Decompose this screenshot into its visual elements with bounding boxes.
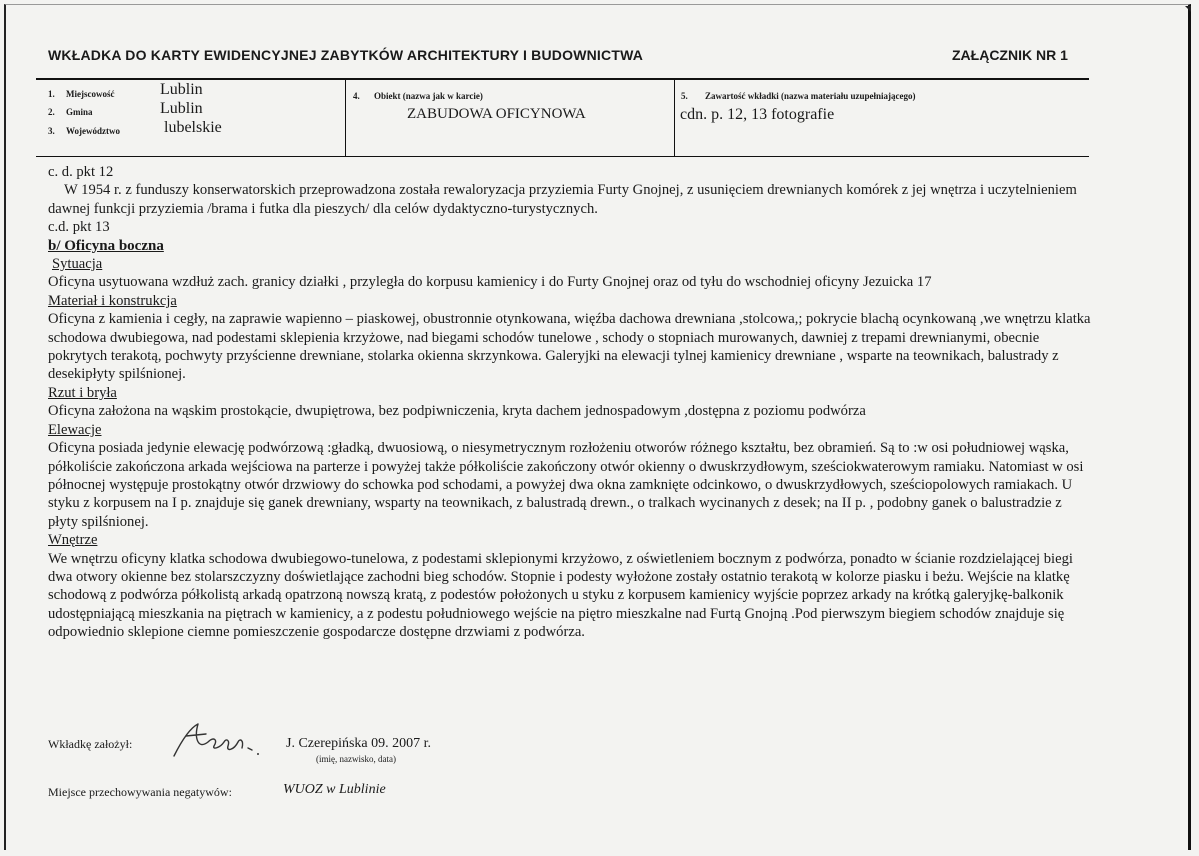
annex-label	[952, 47, 1068, 63]
signature-image	[168, 720, 268, 760]
field-2-number: 2.	[48, 107, 55, 117]
paragraph-wnetrze: We wnętrzu oficyny klatka schodowa dwubiegowo-tunelowa, z podestami sklepionymi krzyżowo, z oświetleniem bocznym z podwórza, ponadto w ścianie rozdzielającej biegi dwa otwory okienne bez stolarszczyzny doświetlające zachodni bieg schodów. Stopnie i podesty wyłożone zostały ostatnio terakotą w kolorze piasku i beżu. Wejście na klatkę schodową z podwórza półkolistą arkadą opatrzoną nowszą kratą, z podestów położonych u styku z korpusem kamienicy wyjście poprzez arkady na krótką galeryjkę-balkonik udostępniającą mieszkania na piętrach w kamienicy, a z podestu południowego wejście na piętro mieszkalne nad Furtą Gnojną .Pod pierwszym biegiem schodów znajduje się odpowiednio sklepione ciemne pomieszczenie gospodarcze dostępne drzwiami z podwórza.	[48, 550, 1073, 641]
author-hint: (imię, nazwisko, data)	[316, 754, 396, 764]
continuation-pkt-13: c.d. pkt 13	[48, 219, 110, 236]
field-separator-1	[345, 80, 346, 156]
field-3-number: 3.	[48, 126, 55, 136]
form-title: WKŁADKA DO KARTY EWIDENCYJNEJ ZABYTKÓW ARCHITEKTURY I BUDOWNICTWA	[48, 47, 644, 63]
field-1-number: 1.	[48, 89, 55, 99]
field-5-number: 5.	[681, 91, 688, 101]
field-2-label: Gmina	[66, 107, 93, 117]
annex-label-text: ZAŁĄCZNIK NR	[952, 47, 1057, 63]
paragraph-pkt-12: W 1954 r. z funduszy konserwatorskich przeprowadzona została rewaloryzacja przyziemia Furty Gnojnej, z usunięciem drewnianych komórek z jej wnętrza i uczytelnieniem dawnej funkcji przyziemia /brama i futka dla pieszych/ dla celów dydaktyczno-turystycznych.	[48, 182, 1077, 217]
field-2-value: Lublin	[160, 100, 203, 117]
field-1-value: Lublin	[160, 81, 203, 98]
paragraph-rzut: Oficyna założona na wąskim prostokącie, dwupiętrowa, bez podpiwniczenia, kryta dachem jednospadowym ,dostępna z poziomu podwórza	[48, 403, 866, 420]
subheading-rzut: Rzut i bryła	[48, 384, 117, 401]
annex-number: 1	[1060, 47, 1068, 63]
paragraph-elewacje: Oficyna posiada jedynie elewację podwórzową :gładką, dwuosiową, o niesymetrycznym rozłożeniu otworów różnego kształtu, bez obramień. Są to :w osi południowej wąska, półkoliście zakończona arkada wejściowa na parterze i powyżej także półkoliście zakończony otwór okienny o dwuskrzydłowym, sześciokwaterowym ramiaku. Natomiast w osi północnej występuje prostokątny otwór drzwiowy do schowka pod schodami, a powyżej dwa okna zamknięte odcinkowo, o dwuskrzydłowych, sześciopolowych ramiakach. U styku z korpusem na I p. znajduje się ganek drewniany, wsparty na teownikach, z balustradą drewn., o tralkach wycinanych z desek; na II p. , podobny ganek o balustradzie z płyty spilśnionej.	[48, 440, 1084, 530]
storage-label: Miejsce przechowywania negatywów:	[48, 785, 232, 799]
corner-mark	[1185, 6, 1191, 12]
section-heading-b: b/ Oficyna boczna	[48, 237, 164, 254]
paragraph-material: Oficyna z kamienia i cegły, na zaprawie wapienno – piaskowej, obustronnie otynkowana, więźba dachowa drewniana ,stolcowa,; pokrycie blachą ocynkowaną ,we wnętrzu klatka schodowa dwubiegowa, nad podestami sklepienia krzyżowe, nad biegami schodów tunelowe , schody o stopniach murowanych, dawniej z trepami drewnianymi, obecnie pokrytych terakotą, pochwyty przyścienne drewniane, stolarka okienna skrzynkowa. Galeryjki na elewacji tylnej kamienicy drewniane , wsparte na teownikach, balustrady z desekipłyty spilśnionej.	[48, 311, 1091, 383]
field-1-label: Miejscowość	[66, 89, 115, 99]
continuation-pkt-12: c. d. pkt 12	[48, 164, 114, 180]
subheading-material: Materiał i konstrukcja	[48, 292, 177, 309]
field-separator-2	[674, 80, 675, 156]
subheading-sytuacja: Sytuacja	[52, 256, 103, 273]
field-5-label: Zawartość wkładki (nazwa materiału uzupełniającego)	[705, 91, 916, 101]
paragraph-sytuacja: Oficyna usytuowana wzdłuż zach. granicy działki , przyległa do korpusu kamienicy i do Furty Gnojnej oraz od tyłu do wschodniej oficyny Jezuicka 17	[48, 274, 932, 291]
header-rule-bottom	[36, 156, 1089, 157]
author-value: J. Czerepińska 09. 2007 r.	[286, 736, 432, 751]
field-4-value: ZABUDOWA OFICYNOWA	[407, 106, 586, 122]
field-3-label: Województwo	[66, 126, 120, 136]
field-5-value: cdn. p. 12, 13 fotografie	[680, 106, 835, 123]
field-4-number: 4.	[353, 91, 360, 101]
document-body	[48, 163, 1093, 642]
header-rule-top	[36, 78, 1089, 80]
field-3-value: lubelskie	[164, 119, 222, 136]
subheading-elewacje: Elewacje	[48, 421, 102, 438]
author-label: Wkładkę założył:	[48, 737, 133, 751]
storage-value: WUOZ w Lublinie	[283, 782, 386, 797]
subheading-wnetrze: Wnętrze	[48, 532, 98, 549]
field-4-label: Obiekt (nazwa jak w karcie)	[374, 91, 483, 101]
